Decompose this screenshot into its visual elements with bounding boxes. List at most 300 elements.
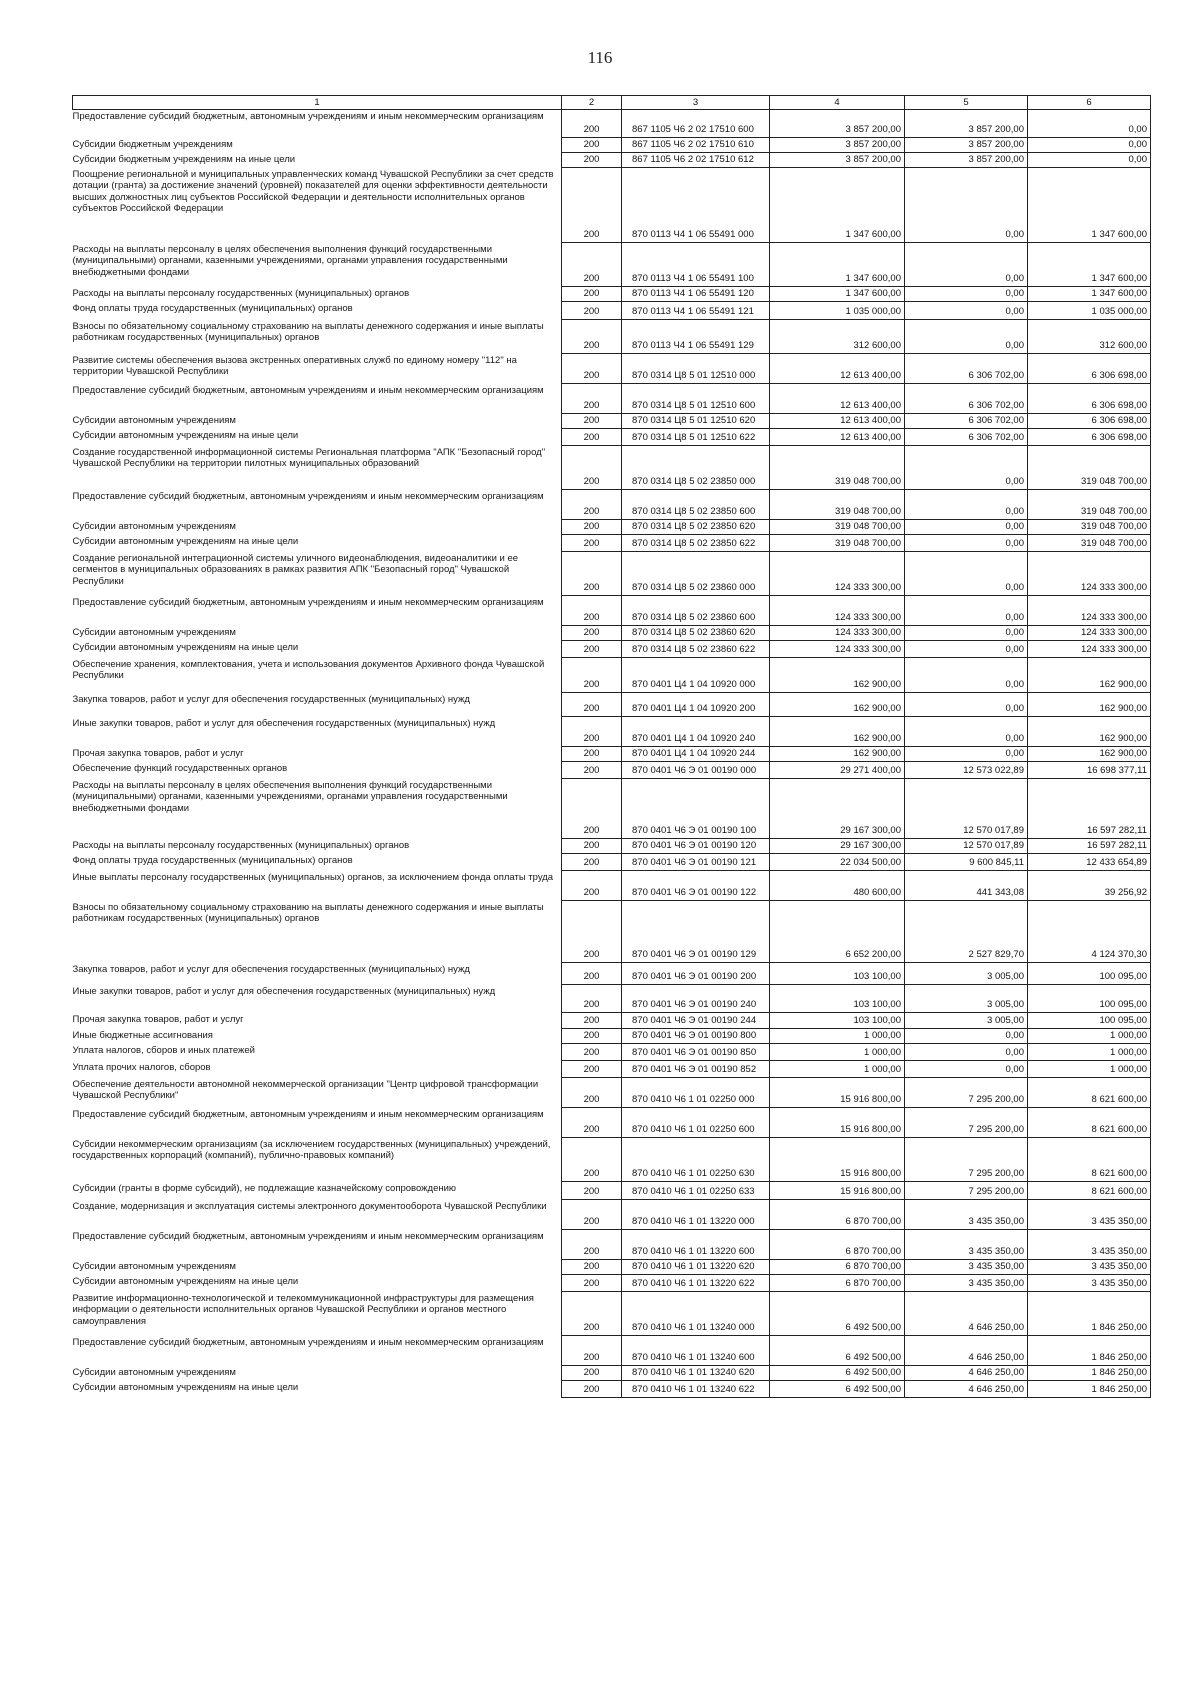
row-col-4: 480 600,00 [770, 871, 905, 901]
row-col-2: 200 [562, 1029, 622, 1044]
header-row [73, 96, 1151, 110]
row-col-6: 6 306 698,00 [1028, 354, 1151, 384]
row-col-4: 319 048 700,00 [770, 490, 905, 520]
table-row [73, 901, 1151, 963]
row-budget-code: 870 0410 Ч6 1 01 13240 620 [622, 1366, 770, 1381]
row-col-6: 319 048 700,00 [1028, 490, 1151, 520]
row-budget-code: 870 0401 Ч6 Э 01 00190 244 [622, 1013, 770, 1029]
row-col-6: 4 124 370,30 [1028, 901, 1151, 963]
row-name: Субсидии бюджетным учреждениям [73, 138, 562, 153]
row-col-5: 12 573 022,89 [905, 762, 1028, 779]
row-budget-code: 870 0113 Ч4 1 06 55491 121 [622, 302, 770, 320]
row-col-5: 7 295 200,00 [905, 1138, 1028, 1182]
row-col-2: 200 [562, 641, 622, 658]
table-row [73, 384, 1151, 414]
row-col-5: 3 857 200,00 [905, 110, 1028, 138]
row-col-2: 200 [562, 1275, 622, 1292]
row-name: Иные бюджетные ассигнования [73, 1029, 562, 1044]
row-col-2: 200 [562, 520, 622, 535]
row-col-5: 12 570 017,89 [905, 779, 1028, 839]
table-row [73, 535, 1151, 552]
row-name: Субсидии автономным учреждениям [73, 414, 562, 429]
table-row [73, 1336, 1151, 1366]
row-col-5: 6 306 702,00 [905, 429, 1028, 446]
row-col-4: 6 870 700,00 [770, 1200, 905, 1230]
row-col-5: 0,00 [905, 641, 1028, 658]
row-col-4: 312 600,00 [770, 320, 905, 354]
row-col-4: 12 613 400,00 [770, 429, 905, 446]
row-col-4: 12 613 400,00 [770, 414, 905, 429]
row-col-5: 3 857 200,00 [905, 138, 1028, 153]
row-col-6: 124 333 300,00 [1028, 626, 1151, 641]
row-col-6: 6 306 698,00 [1028, 414, 1151, 429]
table-row [73, 1182, 1151, 1200]
row-col-6: 0,00 [1028, 138, 1151, 153]
row-col-6: 162 900,00 [1028, 658, 1151, 693]
row-col-5: 0,00 [905, 693, 1028, 717]
row-col-5: 0,00 [905, 490, 1028, 520]
row-col-4: 6 492 500,00 [770, 1292, 905, 1336]
row-budget-code: 870 0401 Ч6 Э 01 00190 240 [622, 985, 770, 1013]
row-col-4: 22 034 500,00 [770, 854, 905, 871]
table-row [73, 1013, 1151, 1029]
row-budget-code: 870 0314 Ц8 5 02 23860 000 [622, 552, 770, 596]
row-col-6: 16 597 282,11 [1028, 779, 1151, 839]
row-budget-code: 870 0401 Ц4 1 04 10920 244 [622, 747, 770, 762]
row-col-4: 124 333 300,00 [770, 596, 905, 626]
row-budget-code: 870 0401 Ч6 Э 01 00190 000 [622, 762, 770, 779]
table-row [73, 414, 1151, 429]
table-row [73, 693, 1151, 717]
row-col-6: 100 095,00 [1028, 985, 1151, 1013]
row-name: Взносы по обязательному социальному страхованию на выплаты денежного содержания и иные выплаты работникам государственных (муниципальных) органов [73, 320, 562, 354]
row-name: Создание, модернизация и эксплуатация системы электронного документооборота Чувашской Республики [73, 1200, 562, 1230]
row-budget-code: 870 0410 Ч6 1 01 13220 600 [622, 1230, 770, 1260]
row-name: Фонд оплаты труда государственных (муниципальных) органов [73, 854, 562, 871]
row-col-2: 200 [562, 1108, 622, 1138]
table-row [73, 110, 1151, 138]
row-budget-code: 870 0113 Ч4 1 06 55491 129 [622, 320, 770, 354]
row-col-5: 3 005,00 [905, 1013, 1028, 1029]
table-row [73, 626, 1151, 641]
table-row [73, 747, 1151, 762]
row-col-6: 124 333 300,00 [1028, 552, 1151, 596]
table-row [73, 1029, 1151, 1044]
row-budget-code: 870 0410 Ч6 1 01 02250 600 [622, 1108, 770, 1138]
row-name: Иные выплаты персоналу государственных (муниципальных) органов, за исключением фонда оплаты труда [73, 871, 562, 901]
row-col-4: 124 333 300,00 [770, 552, 905, 596]
row-name: Субсидии автономным учреждениям на иные цели [73, 1275, 562, 1292]
row-budget-code: 870 0314 Ц8 5 01 12510 622 [622, 429, 770, 446]
row-name: Субсидии автономным учреждениям на иные цели [73, 429, 562, 446]
row-budget-code: 870 0410 Ч6 1 01 02250 630 [622, 1138, 770, 1182]
row-budget-code: 870 0314 Ц8 5 02 23850 600 [622, 490, 770, 520]
row-budget-code: 870 0401 Ч6 Э 01 00190 120 [622, 839, 770, 854]
table-row [73, 1230, 1151, 1260]
row-col-2: 200 [562, 168, 622, 243]
row-col-2: 200 [562, 429, 622, 446]
row-col-5: 0,00 [905, 658, 1028, 693]
row-col-5: 6 306 702,00 [905, 414, 1028, 429]
row-col-6: 162 900,00 [1028, 717, 1151, 747]
table-row [73, 596, 1151, 626]
row-col-6: 1 000,00 [1028, 1044, 1151, 1061]
table-row [73, 1108, 1151, 1138]
row-budget-code: 870 0401 Ч6 Э 01 00190 852 [622, 1061, 770, 1078]
row-col-2: 200 [562, 963, 622, 985]
row-col-2: 200 [562, 153, 622, 168]
table-row [73, 446, 1151, 490]
row-budget-code: 870 0401 Ч6 Э 01 00190 800 [622, 1029, 770, 1044]
row-budget-code: 870 0401 Ч6 Э 01 00190 200 [622, 963, 770, 985]
row-col-4: 1 000,00 [770, 1029, 905, 1044]
row-budget-code: 867 1105 Ч6 2 02 17510 612 [622, 153, 770, 168]
row-name: Субсидии бюджетным учреждениям на иные цели [73, 153, 562, 168]
row-col-4: 1 000,00 [770, 1044, 905, 1061]
row-col-6: 124 333 300,00 [1028, 596, 1151, 626]
row-col-4: 162 900,00 [770, 658, 905, 693]
header-col-3: 3 [622, 96, 770, 110]
row-budget-code: 870 0314 Ц8 5 01 12510 000 [622, 354, 770, 384]
row-col-6: 1 035 000,00 [1028, 302, 1151, 320]
table-row [73, 717, 1151, 747]
row-name: Предоставление субсидий бюджетным, автономным учреждениям и иным некоммерческим организациям [73, 1108, 562, 1138]
table-row [73, 985, 1151, 1013]
table-body [73, 110, 1151, 1398]
row-col-4: 162 900,00 [770, 693, 905, 717]
row-col-5: 0,00 [905, 446, 1028, 490]
row-budget-code: 870 0401 Ч6 Э 01 00190 121 [622, 854, 770, 871]
table-row [73, 1275, 1151, 1292]
row-col-2: 200 [562, 384, 622, 414]
row-name: Фонд оплаты труда государственных (муниципальных) органов [73, 302, 562, 320]
row-col-5: 0,00 [905, 717, 1028, 747]
row-col-4: 162 900,00 [770, 717, 905, 747]
row-col-2: 200 [562, 658, 622, 693]
row-budget-code: 870 0410 Ч6 1 01 02250 633 [622, 1182, 770, 1200]
row-col-4: 319 048 700,00 [770, 520, 905, 535]
row-col-5: 0,00 [905, 1061, 1028, 1078]
row-col-4: 103 100,00 [770, 963, 905, 985]
row-col-4: 1 035 000,00 [770, 302, 905, 320]
header-col-6: 6 [1028, 96, 1151, 110]
row-col-6: 100 095,00 [1028, 963, 1151, 985]
row-col-2: 200 [562, 243, 622, 287]
row-col-5: 0,00 [905, 1044, 1028, 1061]
row-budget-code: 870 0401 Ч6 Э 01 00190 850 [622, 1044, 770, 1061]
row-col-6: 3 435 350,00 [1028, 1275, 1151, 1292]
row-col-2: 200 [562, 552, 622, 596]
row-col-6: 1 846 250,00 [1028, 1366, 1151, 1381]
row-col-4: 29 271 400,00 [770, 762, 905, 779]
table-row [73, 871, 1151, 901]
table-row [73, 1292, 1151, 1336]
row-col-4: 15 916 800,00 [770, 1182, 905, 1200]
row-name: Предоставление субсидий бюджетным, автономным учреждениям и иным некоммерческим организациям [73, 384, 562, 414]
row-col-4: 6 652 200,00 [770, 901, 905, 963]
row-col-2: 200 [562, 1044, 622, 1061]
row-name: Закупка товаров, работ и услуг для обеспечения государственных (муниципальных) нужд [73, 693, 562, 717]
row-col-2: 200 [562, 1336, 622, 1366]
row-budget-code: 870 0401 Ч6 Э 01 00190 122 [622, 871, 770, 901]
row-name: Расходы на выплаты персоналу в целях обеспечения выполнения функций государственными (муниципальными) органами, казенными учреждениями, органами управления государственными внебюджетными фондами [73, 779, 562, 839]
row-col-5: 0,00 [905, 626, 1028, 641]
row-col-2: 200 [562, 1182, 622, 1200]
row-col-6: 8 621 600,00 [1028, 1138, 1151, 1182]
row-col-5: 4 646 250,00 [905, 1336, 1028, 1366]
row-budget-code: 870 0314 Ц8 5 01 12510 620 [622, 414, 770, 429]
table-row [73, 320, 1151, 354]
row-name: Создание государственной информационной системы Региональная платформа "АПК "Безопасный город" Чувашской Республики на территории пилотных муниципальных образований [73, 446, 562, 490]
row-name: Субсидии автономным учреждениям [73, 1366, 562, 1381]
table-row [73, 779, 1151, 839]
row-col-5: 6 306 702,00 [905, 384, 1028, 414]
row-col-5: 0,00 [905, 596, 1028, 626]
budget-table [72, 95, 1151, 1398]
row-col-2: 200 [562, 535, 622, 552]
table-header [73, 96, 1151, 110]
row-name: Субсидии автономным учреждениям [73, 1260, 562, 1275]
row-col-4: 12 613 400,00 [770, 384, 905, 414]
row-col-4: 3 857 200,00 [770, 138, 905, 153]
header-col-1: 1 [73, 96, 562, 110]
row-name: Субсидии автономным учреждениям [73, 626, 562, 641]
row-budget-code: 870 0113 Ч4 1 06 55491 000 [622, 168, 770, 243]
row-col-6: 1 846 250,00 [1028, 1336, 1151, 1366]
row-col-2: 200 [562, 839, 622, 854]
row-col-4: 12 613 400,00 [770, 354, 905, 384]
row-col-5: 7 295 200,00 [905, 1078, 1028, 1108]
row-budget-code: 870 0314 Ц8 5 02 23850 622 [622, 535, 770, 552]
row-col-4: 1 347 600,00 [770, 168, 905, 243]
row-col-4: 6 492 500,00 [770, 1336, 905, 1366]
row-col-5: 3 857 200,00 [905, 153, 1028, 168]
row-col-6: 1 846 250,00 [1028, 1292, 1151, 1336]
row-col-6: 3 435 350,00 [1028, 1230, 1151, 1260]
row-col-2: 200 [562, 854, 622, 871]
row-budget-code: 870 0410 Ч6 1 01 13240 000 [622, 1292, 770, 1336]
row-name: Расходы на выплаты персоналу государственных (муниципальных) органов [73, 839, 562, 854]
row-col-6: 8 621 600,00 [1028, 1182, 1151, 1200]
table-row [73, 1260, 1151, 1275]
row-col-2: 200 [562, 414, 622, 429]
row-name: Расходы на выплаты персоналу в целях обеспечения выполнения функций государственными (муниципальными) органами, казенными учреждениями, органами управления государственными внебюджетными фондами [73, 243, 562, 287]
row-col-5: 4 646 250,00 [905, 1381, 1028, 1398]
row-col-2: 200 [562, 626, 622, 641]
row-col-2: 200 [562, 1078, 622, 1108]
row-name: Поощрение региональной и муниципальных управленческих команд Чувашской Республики за счет средств дотации (гранта) за достижение значений (уровней) показателей для оценки эффективности деятельности высших должностных лиц субъектов Российской Федерации и деятельности исполнительных органов субъектов Российской Федерации [73, 168, 562, 243]
row-col-2: 200 [562, 302, 622, 320]
row-col-4: 1 000,00 [770, 1061, 905, 1078]
row-name: Создание региональной интеграционной системы уличного видеонаблюдения, видеоаналитики и ее сегментов в муниципальных образованиях в рамках развития АПК "Безопасный город" Чувашской Республики [73, 552, 562, 596]
row-col-5: 12 570 017,89 [905, 839, 1028, 854]
row-col-5: 4 646 250,00 [905, 1366, 1028, 1381]
row-budget-code: 870 0410 Ч6 1 01 13240 622 [622, 1381, 770, 1398]
row-col-6: 6 306 698,00 [1028, 384, 1151, 414]
table-row [73, 839, 1151, 854]
row-col-2: 200 [562, 693, 622, 717]
row-budget-code: 870 0314 Ц8 5 02 23850 620 [622, 520, 770, 535]
row-col-4: 3 857 200,00 [770, 110, 905, 138]
row-col-4: 103 100,00 [770, 985, 905, 1013]
row-col-6: 124 333 300,00 [1028, 641, 1151, 658]
table-row [73, 552, 1151, 596]
row-name: Уплата налогов, сборов и иных платежей [73, 1044, 562, 1061]
row-col-5: 4 646 250,00 [905, 1292, 1028, 1336]
row-col-4: 3 857 200,00 [770, 153, 905, 168]
row-name: Субсидии (гранты в форме субсидий), не подлежащие казначейскому сопровождению [73, 1182, 562, 1200]
row-col-6: 100 095,00 [1028, 1013, 1151, 1029]
row-col-6: 3 435 350,00 [1028, 1200, 1151, 1230]
row-name: Расходы на выплаты персоналу государственных (муниципальных) органов [73, 287, 562, 302]
row-name: Субсидии автономным учреждениям [73, 520, 562, 535]
row-name: Развитие системы обеспечения вызова экстренных оперативных служб по единому номеру "112" на территории Чувашской Республики [73, 354, 562, 384]
row-budget-code: 870 0401 Ц4 1 04 10920 000 [622, 658, 770, 693]
row-budget-code: 870 0113 Ч4 1 06 55491 100 [622, 243, 770, 287]
row-col-2: 200 [562, 1138, 622, 1182]
row-name: Взносы по обязательному социальному страхованию на выплаты денежного содержания и иные выплаты работникам государственных (муниципальных) органов [73, 901, 562, 963]
row-col-4: 124 333 300,00 [770, 626, 905, 641]
row-col-5: 3 435 350,00 [905, 1275, 1028, 1292]
row-col-5: 0,00 [905, 520, 1028, 535]
row-col-2: 200 [562, 762, 622, 779]
row-col-6: 319 048 700,00 [1028, 446, 1151, 490]
row-col-5: 2 527 829,70 [905, 901, 1028, 963]
row-col-2: 200 [562, 138, 622, 153]
row-col-5: 9 600 845,11 [905, 854, 1028, 871]
row-name: Предоставление субсидий бюджетным, автономным учреждениям и иным некоммерческим организациям [73, 490, 562, 520]
row-col-5: 3 435 350,00 [905, 1200, 1028, 1230]
row-col-5: 3 435 350,00 [905, 1230, 1028, 1260]
table-row [73, 429, 1151, 446]
row-budget-code: 870 0410 Ч6 1 01 13220 622 [622, 1275, 770, 1292]
row-col-2: 200 [562, 901, 622, 963]
row-col-2: 200 [562, 779, 622, 839]
row-name: Предоставление субсидий бюджетным, автономным учреждениям и иным некоммерческим организациям [73, 1336, 562, 1366]
row-col-5: 0,00 [905, 287, 1028, 302]
row-col-5: 441 343,08 [905, 871, 1028, 901]
row-col-6: 6 306 698,00 [1028, 429, 1151, 446]
table-row [73, 302, 1151, 320]
table-row [73, 138, 1151, 153]
row-col-6: 0,00 [1028, 153, 1151, 168]
row-col-4: 29 167 300,00 [770, 779, 905, 839]
table-row [73, 1044, 1151, 1061]
row-col-2: 200 [562, 1013, 622, 1029]
row-col-5: 7 295 200,00 [905, 1108, 1028, 1138]
row-budget-code: 870 0314 Ц8 5 02 23860 600 [622, 596, 770, 626]
row-col-2: 200 [562, 985, 622, 1013]
row-col-2: 200 [562, 1230, 622, 1260]
row-col-2: 200 [562, 446, 622, 490]
table-row [73, 1381, 1151, 1398]
table-row [73, 354, 1151, 384]
row-col-2: 200 [562, 596, 622, 626]
row-name: Предоставление субсидий бюджетным, автономным учреждениям и иным некоммерческим организациям [73, 110, 562, 138]
table-row [73, 490, 1151, 520]
row-col-6: 1 000,00 [1028, 1029, 1151, 1044]
table-row [73, 520, 1151, 535]
row-col-5: 7 295 200,00 [905, 1182, 1028, 1200]
row-col-5: 0,00 [905, 535, 1028, 552]
row-col-4: 162 900,00 [770, 747, 905, 762]
row-name: Предоставление субсидий бюджетным, автономным учреждениям и иным некоммерческим организациям [73, 1230, 562, 1260]
row-col-6: 8 621 600,00 [1028, 1078, 1151, 1108]
row-col-2: 200 [562, 1381, 622, 1398]
table-row [73, 1200, 1151, 1230]
row-col-2: 200 [562, 1200, 622, 1230]
row-col-6: 1 347 600,00 [1028, 168, 1151, 243]
row-name: Обеспечение функций государственных органов [73, 762, 562, 779]
row-budget-code: 870 0401 Ц4 1 04 10920 200 [622, 693, 770, 717]
row-budget-code: 870 0401 Ч6 Э 01 00190 129 [622, 901, 770, 963]
table-row [73, 641, 1151, 658]
row-name: Закупка товаров, работ и услуг для обеспечения государственных (муниципальных) нужд [73, 963, 562, 985]
table-row [73, 854, 1151, 871]
row-col-4: 103 100,00 [770, 1013, 905, 1029]
row-col-4: 1 347 600,00 [770, 287, 905, 302]
row-budget-code: 870 0314 Ц8 5 02 23860 620 [622, 626, 770, 641]
row-col-4: 124 333 300,00 [770, 641, 905, 658]
row-name: Развитие информационно-технологической и телекоммуникационной инфраструктуры для размещения информации о деятельности исполнительных органов Чувашской Республики и органов местного самоуправления [73, 1292, 562, 1336]
row-col-4: 6 870 700,00 [770, 1230, 905, 1260]
row-col-2: 200 [562, 490, 622, 520]
row-col-2: 200 [562, 287, 622, 302]
row-budget-code: 870 0401 Ц4 1 04 10920 240 [622, 717, 770, 747]
row-budget-code: 870 0314 Ц8 5 02 23850 000 [622, 446, 770, 490]
row-budget-code: 870 0410 Ч6 1 01 13240 600 [622, 1336, 770, 1366]
row-col-6: 1 347 600,00 [1028, 243, 1151, 287]
row-col-4: 319 048 700,00 [770, 535, 905, 552]
row-col-4: 15 916 800,00 [770, 1108, 905, 1138]
row-budget-code: 867 1105 Ч6 2 02 17510 600 [622, 110, 770, 138]
row-budget-code: 870 0410 Ч6 1 01 02250 000 [622, 1078, 770, 1108]
table-row [73, 153, 1151, 168]
row-col-2: 200 [562, 354, 622, 384]
table-row [73, 168, 1151, 243]
row-name: Обеспечение деятельности автономной некоммерческой организации "Центр цифровой трансформации Чувашской Республики" [73, 1078, 562, 1108]
row-col-2: 200 [562, 1292, 622, 1336]
row-budget-code: 870 0314 Ц8 5 01 12510 600 [622, 384, 770, 414]
header-col-5: 5 [905, 96, 1028, 110]
row-col-5: 0,00 [905, 168, 1028, 243]
row-name: Субсидии автономным учреждениям на иные цели [73, 535, 562, 552]
row-col-2: 200 [562, 1260, 622, 1275]
row-col-4: 6 492 500,00 [770, 1366, 905, 1381]
row-col-5: 6 306 702,00 [905, 354, 1028, 384]
row-col-2: 200 [562, 320, 622, 354]
table-row [73, 1366, 1151, 1381]
table-row [73, 658, 1151, 693]
header-col-2: 2 [562, 96, 622, 110]
row-col-6: 312 600,00 [1028, 320, 1151, 354]
row-col-4: 15 916 800,00 [770, 1138, 905, 1182]
row-col-6: 16 597 282,11 [1028, 839, 1151, 854]
table-row [73, 1061, 1151, 1078]
row-name: Субсидии некоммерческим организациям (за исключением государственных (муниципальных) учреждений, государственных корпораций (компаний), публично-правовых компаний) [73, 1138, 562, 1182]
row-budget-code: 870 0410 Ч6 1 01 13220 620 [622, 1260, 770, 1275]
row-col-6: 8 621 600,00 [1028, 1108, 1151, 1138]
row-col-4: 1 347 600,00 [770, 243, 905, 287]
row-name: Иные закупки товаров, работ и услуг для обеспечения государственных (муниципальных) нужд [73, 985, 562, 1013]
row-budget-code: 870 0401 Ч6 Э 01 00190 100 [622, 779, 770, 839]
row-col-5: 0,00 [905, 302, 1028, 320]
table-row [73, 1078, 1151, 1108]
row-col-6: 1 000,00 [1028, 1061, 1151, 1078]
row-col-6: 0,00 [1028, 110, 1151, 138]
row-col-6: 319 048 700,00 [1028, 520, 1151, 535]
table-row [73, 287, 1151, 302]
